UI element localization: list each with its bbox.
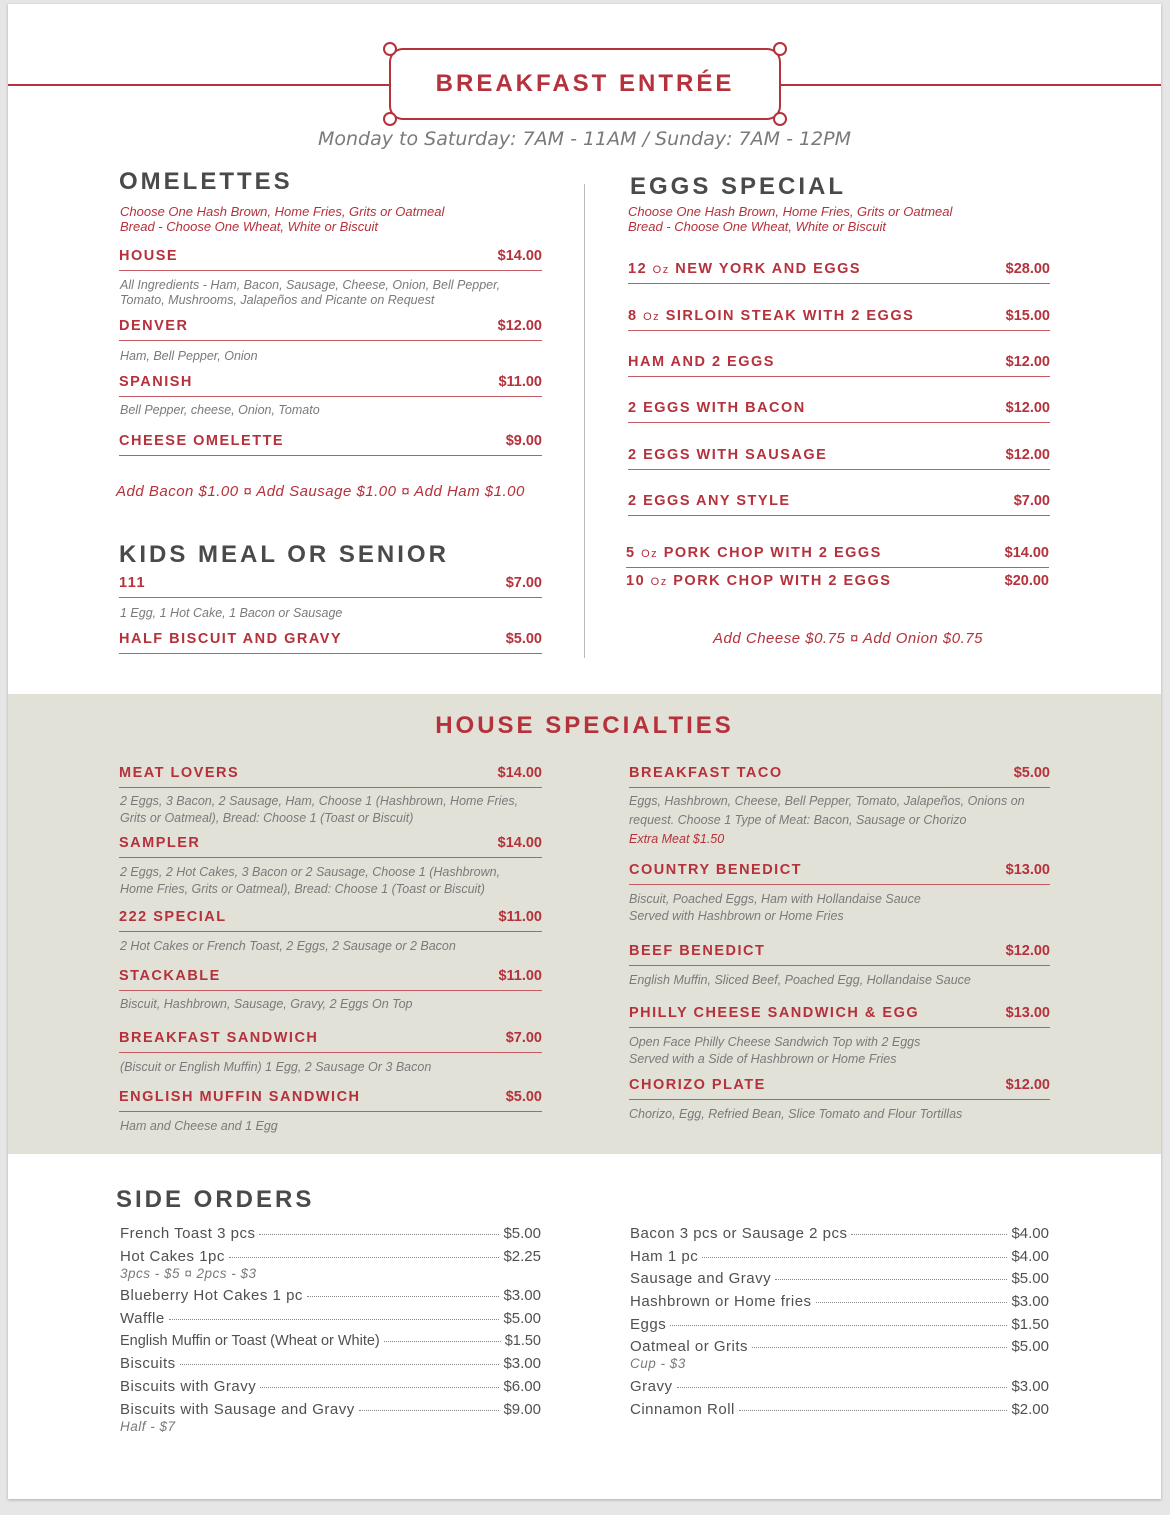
item-price: $12.00 (1005, 1077, 1050, 1093)
item-name: HAM AND 2 EGGS (628, 354, 775, 370)
item-name: 10 Oz PORK CHOP WITH 2 EGGS (626, 573, 892, 589)
item-price: $13.00 (1005, 862, 1050, 878)
item-desc: Chorizo, Egg, Refried Bean, Slice Tomato and Flour Tortillas (629, 1107, 963, 1121)
item-name: ENGLISH MUFFIN SANDWICH (119, 1089, 361, 1105)
menu-item (628, 354, 1050, 377)
item-name: 2 EGGS ANY STYLE (628, 493, 791, 509)
item-price: $9.00 (505, 433, 542, 449)
item-name: 111 (119, 575, 147, 591)
menu-item (626, 545, 1049, 568)
eggs-addons: Add Cheese $0.75 ¤ Add Onion $0.75 (713, 630, 983, 647)
item-desc: 2 Eggs, 2 Hot Cakes, 3 Bacon or 2 Sausage, Choose 1 (Hashbrown, (120, 865, 501, 879)
omelettes-sub-2: Bread - Choose One Wheat, White or Biscuit (120, 219, 378, 234)
item-desc: Tomato, Mushrooms, Jalapeños and Picante on Request (120, 293, 435, 307)
item-desc: 2 Eggs, 3 Bacon, 2 Sausage, Ham, Choose 1 (Hashbrown, Home Fries, (120, 794, 519, 808)
side-item: Bacon 3 pcs or Sausage 2 pcs $4.00 (630, 1225, 1049, 1242)
omelettes-title: OMELETTES (119, 168, 293, 195)
side-item: Biscuits with Gravy $6.00 (120, 1378, 541, 1395)
item-price: $12.00 (1005, 400, 1050, 416)
side-item: Blueberry Hot Cakes 1 pc $3.00 (120, 1287, 541, 1304)
menu-item (628, 493, 1050, 516)
frame-corner (383, 42, 397, 56)
item-price: $15.00 (1005, 308, 1050, 324)
menu-item (628, 308, 1050, 331)
column-divider (584, 184, 585, 658)
item-price: $28.00 (1005, 261, 1050, 277)
menu-item (119, 318, 542, 341)
item-desc: Biscuit, Poached Eggs, Ham with Hollandaise Sauce (629, 892, 921, 906)
side-item: Oatmeal or Grits $5.00 (630, 1338, 1049, 1355)
item-desc: Bell Pepper, cheese, Onion, Tomato (120, 403, 320, 417)
menu-item (119, 765, 542, 788)
item-price: $7.00 (1013, 493, 1050, 509)
item-price: $11.00 (498, 909, 542, 925)
frame-corner (773, 42, 787, 56)
side-item: Sausage and Gravy $5.00 (630, 1270, 1049, 1287)
menu-item (119, 248, 542, 271)
item-price: $5.00 (505, 1089, 542, 1105)
side-item: Ham 1 pc $4.00 (630, 1248, 1049, 1265)
side-item: Biscuits $3.00 (120, 1355, 541, 1372)
item-name: MEAT LOVERS (119, 765, 240, 781)
menu-item (119, 374, 542, 397)
sides-title: SIDE ORDERS (116, 1186, 315, 1213)
item-name: BEEF BENEDICT (629, 943, 766, 959)
side-note: Cup - $3 (630, 1356, 686, 1371)
item-desc: All Ingredients - Ham, Bacon, Sausage, Cheese, Onion, Bell Pepper, (120, 278, 501, 292)
item-name: 2 EGGS WITH BACON (628, 400, 806, 416)
item-name: 2 EGGS WITH SAUSAGE (628, 447, 828, 463)
item-desc: request. Choose 1 Type of Meat: Bacon, Sausage or Chorizo (629, 813, 967, 827)
menu-item (628, 400, 1050, 423)
item-desc: 2 Hot Cakes or French Toast, 2 Eggs, 2 Sausage or 2 Bacon (120, 939, 456, 953)
eggs-title: EGGS SPECIAL (630, 173, 847, 200)
page-title: BREAKFAST ENTRÉE (435, 70, 735, 97)
menu-item (119, 631, 542, 654)
item-name: 222 SPECIAL (119, 909, 227, 925)
side-item: Eggs $1.50 (630, 1316, 1049, 1333)
item-price: $5.00 (1013, 765, 1050, 781)
item-desc: Grits or Oatmeal), Bread: Choose 1 (Toast or Biscuit) (120, 811, 414, 825)
item-desc: Served with a Side of Hashbrown or Home Fries (629, 1052, 897, 1066)
item-price: $20.00 (1004, 573, 1049, 589)
side-item: Cinnamon Roll $2.00 (630, 1401, 1049, 1418)
item-desc: Biscuit, Hashbrown, Sausage, Gravy, 2 Eggs On Top (120, 997, 413, 1011)
item-price: $7.00 (505, 575, 542, 591)
item-desc: Ham and Cheese and 1 Egg (120, 1119, 278, 1133)
item-name: CHEESE OMELETTE (119, 433, 285, 449)
side-note: 3pcs - $5 ¤ 2pcs - $3 (120, 1266, 257, 1281)
item-price: $11.00 (498, 968, 542, 984)
item-name: 12 Oz NEW YORK AND EGGS (628, 261, 862, 277)
item-price: $14.00 (497, 248, 542, 264)
menu-item (626, 573, 1049, 595)
item-price: $12.00 (1005, 943, 1050, 959)
item-name: 8 Oz SIRLOIN STEAK WITH 2 EGGS (628, 308, 915, 324)
item-desc: (Biscuit or English Muffin) 1 Egg, 2 Sausage Or 3 Bacon (120, 1060, 432, 1074)
eggs-sub-1: Choose One Hash Brown, Home Fries, Grits or Oatmeal (628, 204, 953, 219)
item-price: $14.00 (1004, 545, 1049, 561)
item-desc: 1 Egg, 1 Hot Cake, 1 Bacon or Sausage (120, 606, 343, 620)
item-desc: Eggs, Hashbrown, Cheese, Bell Pepper, Tomato, Jalapeños, Onions on (629, 794, 1025, 808)
item-price: $13.00 (1005, 1005, 1050, 1021)
side-item: Waffle $5.00 (120, 1310, 541, 1327)
side-item: Biscuits with Sausage and Gravy $9.00 (120, 1401, 541, 1418)
item-name: CHORIZO PLATE (629, 1077, 766, 1093)
frame-corner (383, 112, 397, 126)
item-desc: Home Fries, Grits or Oatmeal), Bread: Choose 1 (Toast or Biscuit) (120, 882, 485, 896)
item-extra: Extra Meat $1.50 (629, 832, 725, 846)
menu-item (629, 1005, 1050, 1028)
menu-item (629, 765, 1050, 788)
specialties-title: HOUSE SPECIALTIES (435, 712, 734, 739)
item-name: HOUSE (119, 248, 179, 264)
side-item: English Muffin or Toast (Wheat or White) $1.50 (120, 1333, 541, 1349)
side-item: Hashbrown or Home fries $3.00 (630, 1293, 1049, 1310)
menu-item (119, 835, 542, 858)
item-name: SAMPLER (119, 835, 201, 851)
item-name: SPANISH (119, 374, 193, 390)
side-item: Gravy $3.00 (630, 1378, 1049, 1395)
item-price: $12.00 (1005, 447, 1050, 463)
item-price: $7.00 (505, 1030, 542, 1046)
item-name: 5 Oz PORK CHOP WITH 2 EGGS (626, 545, 882, 561)
item-desc: Ham, Bell Pepper, Onion (120, 349, 258, 363)
item-name: DENVER (119, 318, 189, 334)
menu-item (629, 943, 1050, 966)
frame-corner (773, 112, 787, 126)
item-price: $12.00 (497, 318, 542, 334)
menu-page (8, 4, 1161, 1499)
title-frame (389, 48, 781, 120)
menu-item (629, 1077, 1050, 1100)
menu-item (628, 261, 1050, 284)
item-desc: Open Face Philly Cheese Sandwich Top with 2 Eggs (629, 1035, 921, 1049)
omelettes-sub-1: Choose One Hash Brown, Home Fries, Grits or Oatmeal (120, 204, 445, 219)
menu-item (119, 433, 542, 456)
menu-item (119, 575, 542, 598)
item-name: HALF BISCUIT AND GRAVY (119, 631, 343, 647)
menu-item (628, 447, 1050, 470)
menu-item (119, 1030, 542, 1053)
item-price: $14.00 (497, 835, 542, 851)
item-name: PHILLY CHEESE SANDWICH & EGG (629, 1005, 920, 1021)
item-price: $5.00 (505, 631, 542, 647)
item-price: $12.00 (1005, 354, 1050, 370)
item-price: $11.00 (498, 374, 542, 390)
side-note: Half - $7 (120, 1419, 176, 1434)
kids-title: KIDS MEAL OR SENIOR (119, 541, 449, 568)
item-desc: English Muffin, Sliced Beef, Poached Egg, Hollandaise Sauce (629, 973, 971, 987)
item-name: BREAKFAST TACO (629, 765, 783, 781)
item-desc: Served with Hashbrown or Home Fries (629, 909, 844, 923)
side-item: French Toast 3 pcs $5.00 (120, 1225, 541, 1242)
item-name: COUNTRY BENEDICT (629, 862, 803, 878)
menu-item (119, 968, 542, 991)
hours-text: Monday to Saturday: 7AM - 11AM / Sunday: 7AM - 12PM (318, 128, 851, 150)
item-name: STACKABLE (119, 968, 221, 984)
item-price: $14.00 (497, 765, 542, 781)
item-name: BREAKFAST SANDWICH (119, 1030, 319, 1046)
eggs-sub-2: Bread - Choose One Wheat, White or Biscuit (628, 219, 886, 234)
side-item: Hot Cakes 1pc $2.25 (120, 1248, 541, 1265)
omelettes-addons: Add Bacon $1.00 ¤ Add Sausage $1.00 ¤ Add Ham $1.00 (116, 483, 525, 500)
menu-item (119, 1089, 542, 1112)
menu-item (119, 909, 542, 932)
menu-item (629, 862, 1050, 885)
